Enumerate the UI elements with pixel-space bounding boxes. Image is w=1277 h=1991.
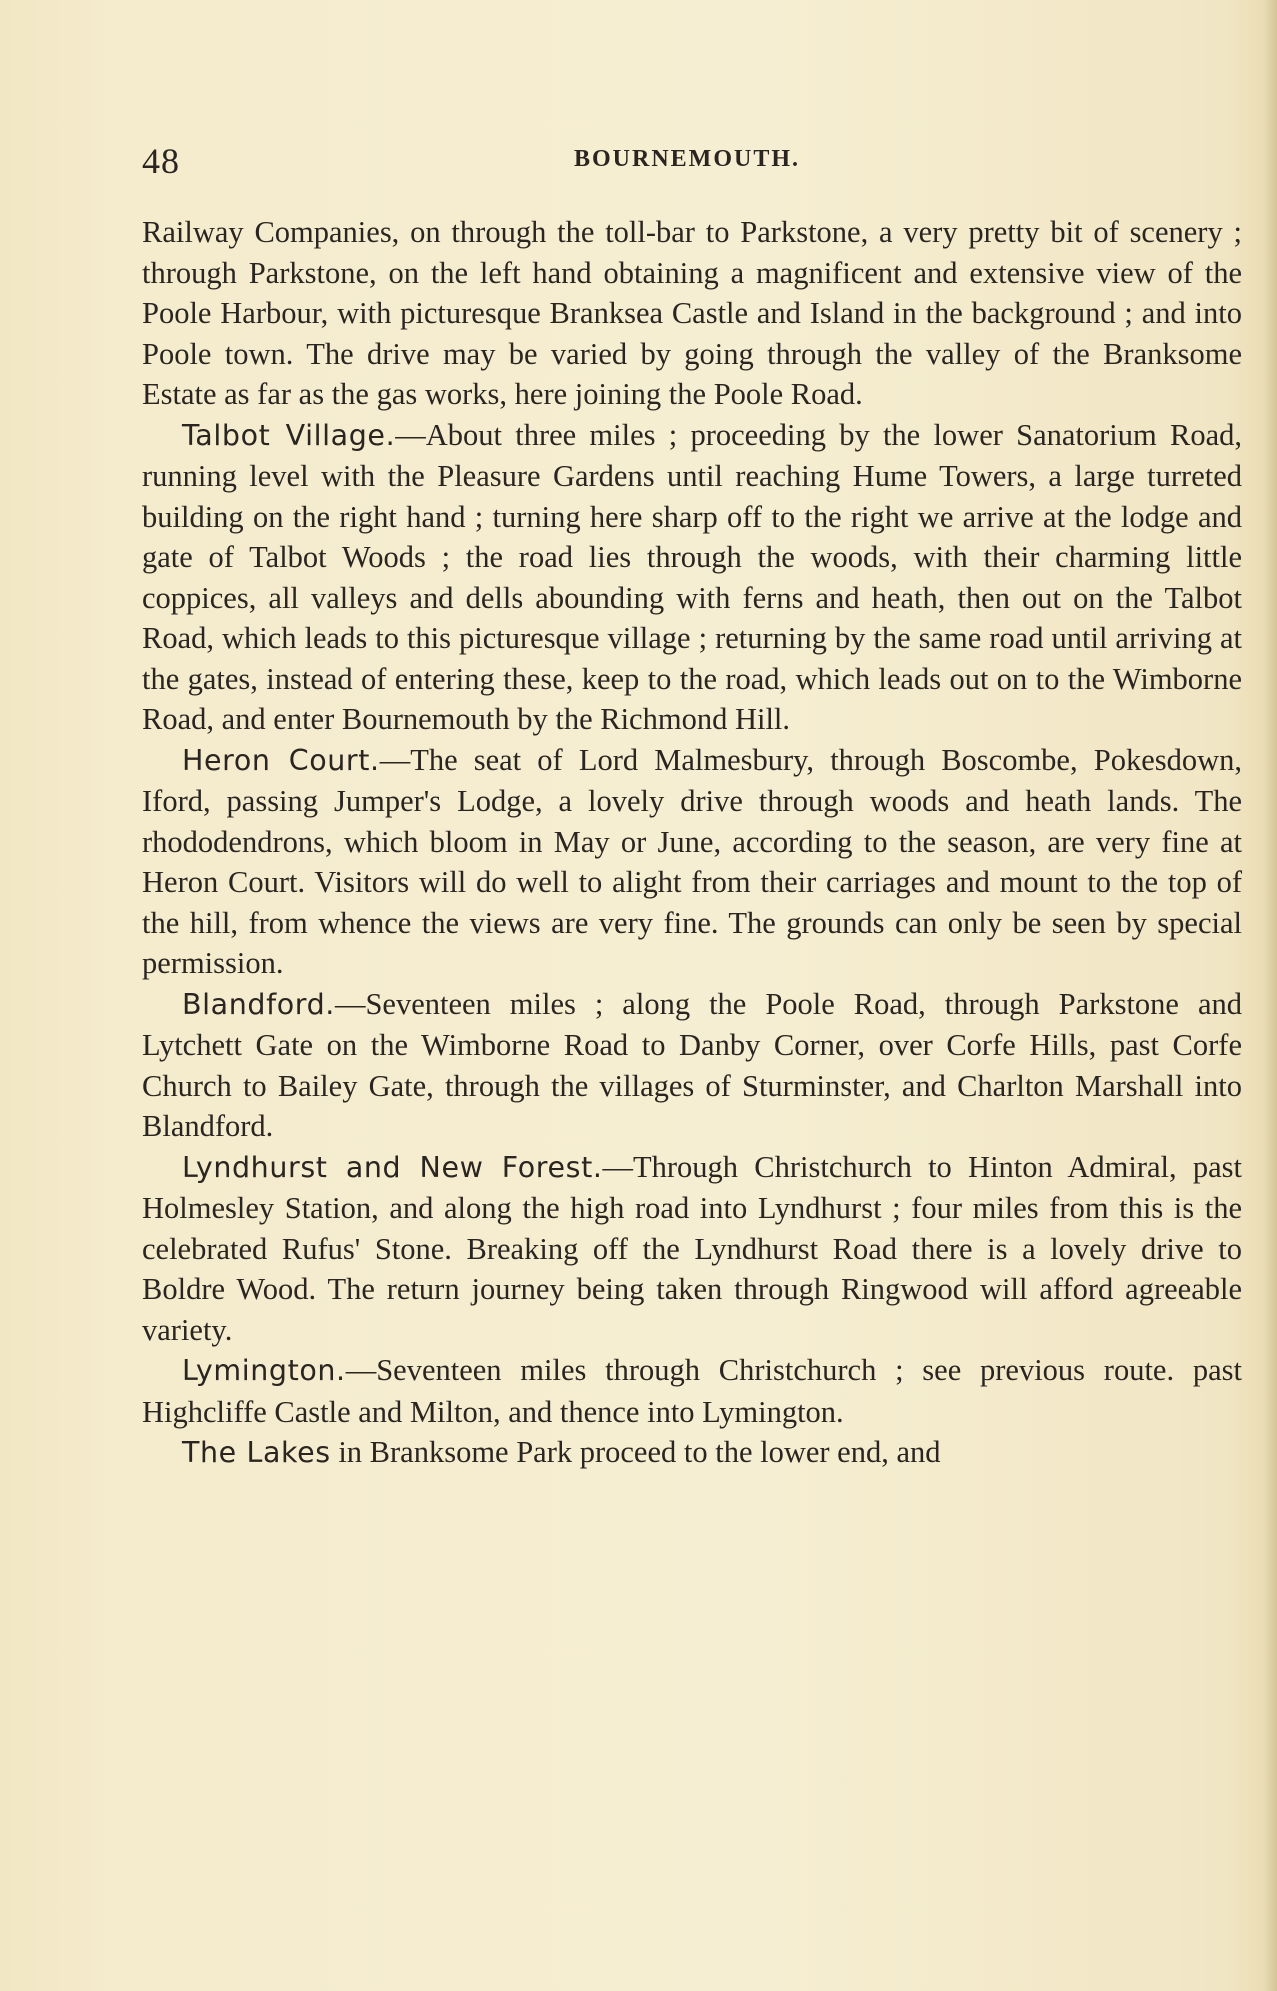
run-in-heading: Talbot Village. (182, 418, 396, 452)
paragraph-text: —About three miles ; proceeding by the lower Sanatorium Road, running level with the Pleasure Gardens until reaching Hume Towers, a large turreted building on the right hand ; turning here sharp off to the right we arrive at the lodge and gate of Talbot Woods ; the road lies through the woods, with their charming little coppices, all valleys and dells abounding with ferns and heath, then out on the Talbot Road, which leads to this picturesque village ; returning by the same road until arriving at the gates, instead of entering these, keep to the road, which leads out on to the Wimborne Road, and enter Bournemouth by the Richmond Hill. (142, 417, 1243, 736)
run-in-heading: Heron Court. (182, 743, 380, 777)
paragraph-text: —Seventeen miles through Christchurch ; see previous route. past Highcliffe Castle and Milton, and thence into Lymington. (142, 1353, 1242, 1429)
paragraph-text: —Through Christchurch to Hinton Admiral, past Holmesley Station, and along the high road into Lyndhurst ; four miles from this is the celebrated Rufus' Stone. Breaking off the Lyndhurst Road there is a lovely drive to Boldre Wood. The return journey being taken through Ringwood will afford agreeable variety. (142, 1149, 1242, 1347)
run-in-heading: Lyndhurst and New Forest. (182, 1150, 603, 1184)
running-head: BOURNEMOUTH. (574, 146, 801, 172)
paragraph-lyndhurst (142, 1147, 1242, 1351)
page-number: 48 (142, 141, 180, 181)
page-header (142, 140, 1242, 180)
paragraph-text: Railway Companies, on through the toll-bar to Parkstone, a very pretty bit of scenery ; through Parkstone, on the left hand obtaining a magnificent and extensive view of the Poole Harbour, with picturesque Branksea Castle and Island in the background ; and into Poole town. The drive may be varied by going through the valley of the Branksome Estate as far as the gas works, here joining the Poole Road. (142, 215, 1242, 411)
paragraph-the-lakes (142, 1432, 1242, 1474)
paragraph-text: —Seventeen miles ; along the Poole Road, through Parkstone and Lytchett Gate on the Wimborne Road to Danby Corner, over Corfe Hills, past Corfe Church to Bailey Gate, through the villages of Sturminster, and Charlton Marshall into Blandford. (142, 986, 1242, 1143)
paragraph-heron-court (142, 740, 1242, 984)
paragraph-text: —The seat of Lord Malmesbury, through Boscombe, Pokesdown, Iford, passing Jumper's Lodge, a lovely drive through woods and heath lands. The rhododendrons, which bloom in May or June, according to the season, are very fine at Heron Court. Visitors will do well to alight from their carriages and mount to the top of the hill, from whence the views are very fine. The grounds can only be seen by special permission. (142, 742, 1242, 980)
body-text (142, 212, 1242, 1474)
paragraph-text: in Branksome Park proceed to the lower end, and (330, 1435, 941, 1469)
paragraph-lymington (142, 1350, 1242, 1432)
paragraph-talbot-village (142, 415, 1242, 740)
page-edge-shadow (1263, 0, 1277, 1991)
paragraph-blandford (142, 984, 1242, 1147)
run-in-heading: Blandford. (182, 987, 335, 1021)
paragraph-continuation (142, 212, 1242, 415)
run-in-heading: Lymington. (182, 1354, 346, 1387)
run-in-heading: The Lakes (182, 1436, 331, 1469)
